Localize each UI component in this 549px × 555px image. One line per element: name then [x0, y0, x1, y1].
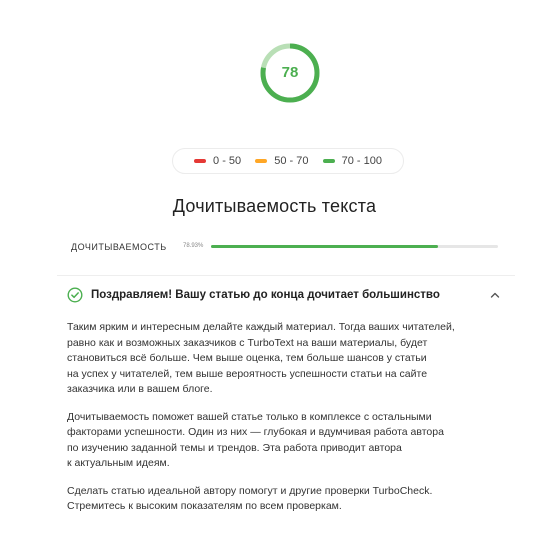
legend-item-mid — [255, 155, 308, 167]
chevron-up-icon[interactable] — [489, 289, 501, 301]
paragraph-line: к актуальным идеям. — [67, 457, 170, 469]
paragraph-line: Стремитесь к высоким показателям по всем проверкам. — [67, 500, 342, 512]
result-accordion-header[interactable] — [67, 285, 501, 305]
paragraph-line: Таким ярким и интересным делайте каждый материал. Тогда ваших читателей, — [67, 321, 455, 333]
paragraph-line: становиться всё больше. Чем выше оценка, тем больше шансов у статьи — [67, 352, 427, 364]
divider — [57, 275, 515, 276]
legend-item-low — [194, 155, 241, 167]
paragraph-1 — [67, 320, 515, 398]
score-legend — [172, 148, 404, 174]
legend-swatch-green — [323, 159, 335, 163]
paragraph-line: по изучению заданной темы и трендов. Эта работа приводит автора — [67, 441, 402, 454]
paragraph-line: Дочитываемость поможет вашей статье только в комплексе с остальными — [67, 410, 432, 423]
metric-label: ДОЧИТЫВАЕМОСТЬ — [71, 242, 167, 252]
paragraph-line: равно как и возможных заказчиков с TurboText на ваши материалы, будет — [67, 336, 428, 349]
paragraph-line: Сделать статью идеальной автору помогут и другие проверки TurboCheck. — [67, 484, 433, 497]
legend-swatch-orange — [255, 159, 267, 163]
metric-percent: 78.93% — [183, 243, 204, 249]
legend-swatch-red — [194, 159, 206, 163]
metric-progress-fill — [211, 245, 438, 248]
check-circle-icon — [67, 287, 83, 303]
paragraph-line: факторами успешности. Один из них — глубокая и вдумчивая работа автора — [67, 426, 444, 438]
paragraph-line: на успех у читателей, тем выше вероятность успешности статьи на сайте — [67, 367, 428, 380]
result-accordion-body — [67, 320, 515, 527]
metric-row — [71, 240, 501, 254]
score-gauge — [259, 42, 321, 104]
page-title: Дочитываемость текста — [172, 196, 377, 216]
paragraph-3 — [67, 484, 515, 515]
score-value: 78 — [281, 64, 299, 81]
paragraph-2 — [67, 410, 515, 472]
paragraph-line: заказчика или в вашем блоге. — [67, 383, 213, 395]
legend-label-mid: 50 - 70 — [274, 155, 309, 167]
result-accordion-title: Поздравляем! Вашу статью до конца дочитает большинство — [91, 289, 440, 301]
legend-label-low: 0 - 50 — [213, 155, 242, 167]
metric-progress-track — [211, 245, 498, 248]
legend-item-high — [323, 155, 382, 167]
legend-label-high: 70 - 100 — [341, 155, 382, 167]
